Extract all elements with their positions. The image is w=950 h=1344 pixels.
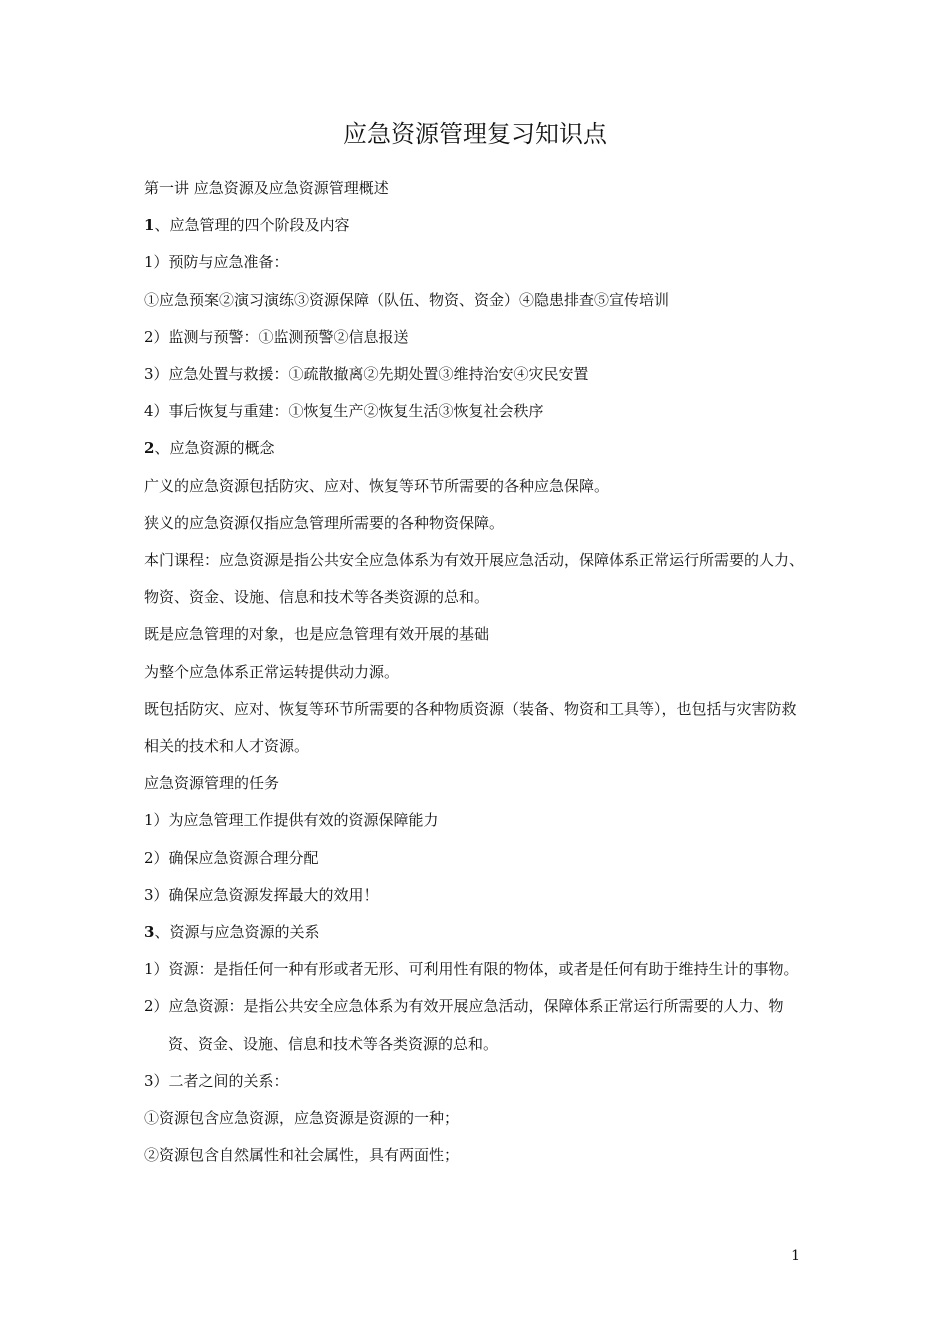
list-item: 2）应急资源：是指公共安全应急体系为有效开展应急活动，保障体系正常运行所需要的人力、物资、资金、设施、信息和技术等各类资源的总和。 (144, 997, 784, 1053)
paragraph: 为整个应急体系正常运转提供动力源。 (144, 662, 400, 681)
paragraph: 4）事后恢复与重建：①恢复生产②恢复生活③恢复社会秩序 (144, 402, 544, 421)
document-body (144, 170, 810, 1174)
list-item: ②资源包含自然属性和社会属性，具有两面性； (144, 1146, 460, 1165)
section-heading-text: 、应急资源的概念 (154, 439, 275, 458)
list-item: 1）资源：是指任何一种有形或者无形、可利用性有限的物体，或者是任何有助于维持生计的事物。 (144, 960, 799, 979)
section-number: 2 (144, 439, 155, 458)
section-number: 1 (144, 216, 155, 235)
paragraph: 本门课程：应急资源是指公共安全应急体系为有效开展应急活动，保障体系正常运行所需要的人力、物资、资金、设施、信息和技术等各类资源的总和。 (144, 551, 805, 607)
paragraph: 既是应急管理的对象，也是应急管理有效开展的基础 (144, 625, 490, 644)
paragraph: 既包括防灾、应对、恢复等环节所需要的各种物质资源（装备、物资和工具等），也包括与灾害防救相关的技术和人才资源。 (144, 699, 797, 756)
section-number: 3 (144, 923, 155, 942)
paragraph: ①应急预案②演习演练③资源保障（队伍、物资、资金）④隐患排查⑤宣传培训 (144, 290, 670, 309)
paragraph: 3）应急处置与救援：①疏散撤离②先期处置③维持治安④灾民安置 (144, 365, 589, 384)
section-heading-text: 、应急管理的四个阶段及内容 (154, 216, 350, 235)
section-2-heading (144, 430, 810, 467)
list-item: 3）确保应急资源发挥最大的效用！ (144, 885, 379, 904)
section-1-heading (144, 207, 810, 244)
paragraph: 广义的应急资源包括防灾、应对、恢复等环节所需要的各种应急保障。 (144, 476, 610, 495)
list-item: 2）确保应急资源合理分配 (144, 848, 319, 867)
paragraph: 应急资源管理的任务 (144, 774, 280, 793)
list-item: ①资源包含应急资源，应急资源是资源的一种； (144, 1109, 460, 1128)
document-title: 应急资源管理复习知识点 (343, 120, 607, 148)
list-item: 3）二者之间的关系： (144, 1071, 289, 1090)
paragraph: 1）预防与应急准备： (144, 253, 289, 272)
page-number: 1 (791, 1248, 800, 1264)
list-item: 1）为应急管理工作提供有效的资源保障能力 (144, 811, 439, 830)
section-heading-text: 、资源与应急资源的关系 (154, 923, 320, 942)
paragraph: 狭义的应急资源仅指应急管理所需要的各种物资保障。 (144, 513, 505, 532)
section-3-heading (144, 914, 810, 951)
paragraph: 2）监测与预警：①监测预警②信息报送 (144, 327, 409, 346)
lecture-heading: 第一讲 应急资源及应急资源管理概述 (144, 179, 389, 197)
